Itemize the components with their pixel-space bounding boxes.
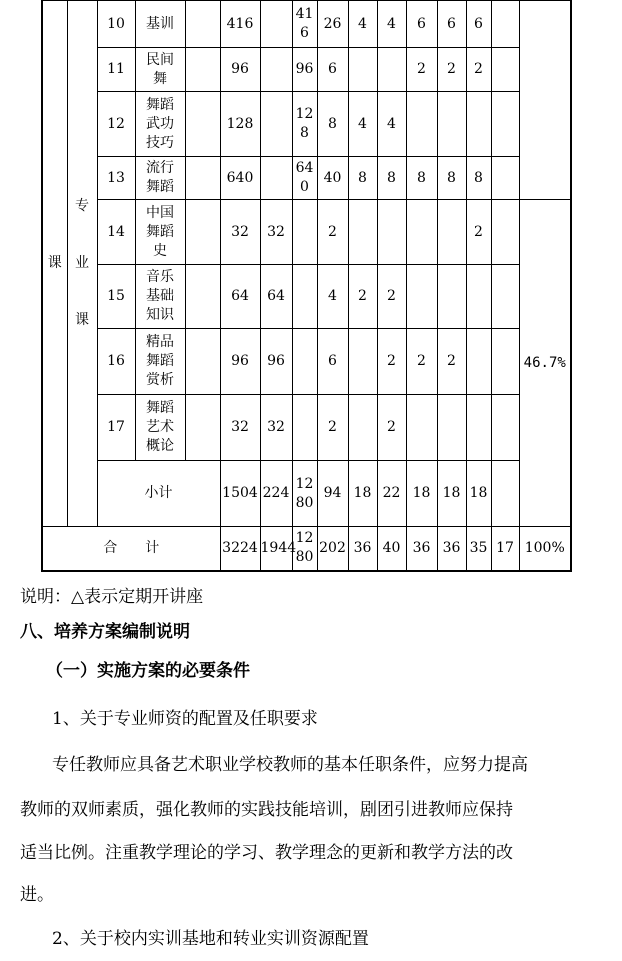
term5-cell <box>466 329 491 395</box>
course-name-line: 赏析 <box>146 372 174 388</box>
table-row <box>42 265 571 329</box>
term1-cell <box>348 200 377 265</box>
term4-cell: 18 <box>437 461 466 527</box>
practice-hours-cell: 1280 <box>292 461 317 527</box>
curriculum-table <box>41 0 572 572</box>
subsection-heading: （一）实施方案的必要条件 <box>46 661 250 681</box>
term5-cell: 2 <box>466 48 491 92</box>
credits-cell: 26 <box>317 1 348 48</box>
exam-mark-cell <box>185 48 220 92</box>
table-row <box>42 92 571 157</box>
term1-cell: 2 <box>348 265 377 329</box>
exam-mark-cell <box>185 200 220 265</box>
total-hours-cell: 32 <box>220 395 260 461</box>
table-row <box>42 1 571 48</box>
term4-cell <box>437 200 466 265</box>
item-1-heading: 1、关于专业师资的配置及任职要求 <box>52 709 318 729</box>
theory-hours-cell <box>260 157 292 200</box>
term4-cell: 36 <box>437 527 466 571</box>
course-number-cell: 10 <box>97 1 135 48</box>
paragraph-line-4: 进。 <box>20 885 54 905</box>
practice-hours-cell: 1280 <box>292 527 317 571</box>
term1-cell: 18 <box>348 461 377 527</box>
grand-total-row <box>42 527 571 571</box>
term6-cell <box>491 395 519 461</box>
term6-cell <box>491 1 519 48</box>
term4-cell: 6 <box>437 1 466 48</box>
term6-cell <box>491 92 519 157</box>
term6-cell: 17 <box>491 527 519 571</box>
credits-cell: 2 <box>317 200 348 265</box>
grand-ratio-cell: 100% <box>519 527 571 571</box>
table-row <box>42 395 571 461</box>
total-hours-cell: 128 <box>220 92 260 157</box>
course-name-line: 舞蹈 <box>146 400 174 416</box>
course-type-char: 专 <box>75 198 89 214</box>
course-name-line: 武功 <box>146 115 174 132</box>
paragraph-line-2: 教师的双师素质，强化教师的实践技能培训，剧团引进教师应保持 <box>20 800 513 820</box>
credits-cell: 8 <box>317 92 348 157</box>
practice-hours-cell: 416 <box>292 1 317 48</box>
term1-cell <box>348 48 377 92</box>
term4-cell: 2 <box>437 329 466 395</box>
term2-cell: 22 <box>377 461 406 527</box>
term3-cell: 36 <box>406 527 437 571</box>
term6-cell <box>491 200 519 265</box>
course-name-cell <box>135 200 185 265</box>
exam-mark-cell <box>185 1 220 48</box>
course-number-cell: 15 <box>97 265 135 329</box>
term2-cell: 2 <box>377 329 406 395</box>
course-name-line: 史 <box>153 242 167 259</box>
term4-cell: 2 <box>437 48 466 92</box>
course-name-line: 舞蹈 <box>146 353 174 369</box>
course-number-cell: 16 <box>97 329 135 395</box>
theory-hours-cell: 32 <box>260 200 292 265</box>
course-name-line: 技巧 <box>146 134 174 151</box>
total-hours-cell: 96 <box>220 48 260 92</box>
term6-cell <box>491 461 519 527</box>
course-name-cell <box>135 265 185 329</box>
total-hours-cell: 3224 <box>220 527 260 571</box>
term1-cell: 36 <box>348 527 377 571</box>
total-hours-cell: 32 <box>220 200 260 265</box>
table-row <box>42 157 571 200</box>
term3-cell: 8 <box>406 157 437 200</box>
term1-cell: 8 <box>348 157 377 200</box>
paragraph-line-3: 适当比例。注重教学理论的学习、教学理念的更新和教学方法的改 <box>20 843 513 863</box>
practice-hours-cell <box>292 329 317 395</box>
course-type-cell <box>67 1 97 527</box>
course-name-cell <box>135 48 185 92</box>
credits-cell: 2 <box>317 395 348 461</box>
term2-cell: 8 <box>377 157 406 200</box>
course-name-line: 基础 <box>146 288 174 304</box>
practice-hours-cell: 640 <box>292 157 317 200</box>
course-name-line: 知识 <box>146 307 174 323</box>
course-name-line: 舞蹈 <box>146 223 174 240</box>
ratio-cell: 46.7% <box>519 200 571 527</box>
practice-hours-cell <box>292 265 317 329</box>
course-number-cell: 14 <box>97 200 135 265</box>
course-number-cell: 13 <box>97 157 135 200</box>
course-name-line: 精品 <box>146 334 174 350</box>
theory-hours-cell: 64 <box>260 265 292 329</box>
theory-hours-cell: 224 <box>260 461 292 527</box>
table-note: 说明：△表示定期开讲座 <box>20 587 204 607</box>
term1-cell <box>348 329 377 395</box>
course-name-line: 流行 <box>146 160 174 176</box>
practice-hours-cell <box>292 395 317 461</box>
paragraph-line-1: 专任教师应具备艺术职业学校教师的基本任职条件，应努力提高 <box>52 755 528 775</box>
subtotal-label-cell: 小计 <box>97 461 220 527</box>
course-category-cell: 课 <box>42 1 67 527</box>
term3-cell: 18 <box>406 461 437 527</box>
table-row <box>42 200 571 265</box>
credits-cell: 94 <box>317 461 348 527</box>
course-name-cell <box>135 395 185 461</box>
term3-cell <box>406 92 437 157</box>
course-number-cell: 17 <box>97 395 135 461</box>
term5-cell <box>466 265 491 329</box>
course-name-cell <box>135 329 185 395</box>
ratio-blank-cell <box>519 1 571 200</box>
term2-cell: 40 <box>377 527 406 571</box>
term2-cell: 4 <box>377 1 406 48</box>
exam-mark-cell <box>185 157 220 200</box>
theory-hours-cell <box>260 92 292 157</box>
exam-mark-cell <box>185 92 220 157</box>
subtotal-row <box>42 461 571 527</box>
term4-cell <box>437 395 466 461</box>
course-name-line: 中国 <box>146 204 174 221</box>
grand-total-label-cell: 合 计 <box>42 527 220 571</box>
term5-cell <box>466 92 491 157</box>
practice-hours-cell: 128 <box>292 92 317 157</box>
course-name-line: 舞蹈 <box>146 179 174 195</box>
total-hours-cell: 64 <box>220 265 260 329</box>
term5-cell: 18 <box>466 461 491 527</box>
term2-cell: 2 <box>377 395 406 461</box>
total-hours-cell: 1504 <box>220 461 260 527</box>
term6-cell <box>491 157 519 200</box>
credits-cell: 6 <box>317 329 348 395</box>
course-type-char: 业 <box>75 255 89 271</box>
term5-cell: 2 <box>466 200 491 265</box>
section-heading: 八、培养方案编制说明 <box>20 622 190 642</box>
term3-cell: 2 <box>406 48 437 92</box>
term5-cell <box>466 395 491 461</box>
practice-hours-cell: 96 <box>292 48 317 92</box>
theory-hours-cell: 32 <box>260 395 292 461</box>
term4-cell <box>437 92 466 157</box>
course-type-char: 课 <box>75 312 89 328</box>
credits-cell: 40 <box>317 157 348 200</box>
total-hours-cell: 640 <box>220 157 260 200</box>
theory-hours-cell: 96 <box>260 329 292 395</box>
exam-mark-cell <box>185 265 220 329</box>
term3-cell <box>406 265 437 329</box>
credits-cell: 4 <box>317 265 348 329</box>
term4-cell <box>437 265 466 329</box>
term5-cell: 8 <box>466 157 491 200</box>
course-name-line: 舞蹈 <box>146 96 174 113</box>
term4-cell: 8 <box>437 157 466 200</box>
course-name-line: 音乐 <box>146 269 174 285</box>
course-name-line: 舞 <box>153 70 167 87</box>
exam-mark-cell <box>185 395 220 461</box>
course-name-line: 民间 <box>146 51 174 68</box>
term6-cell <box>491 265 519 329</box>
term2-cell <box>377 48 406 92</box>
course-name-cell <box>135 1 185 48</box>
term6-cell <box>491 329 519 395</box>
theory-hours-cell: 1944 <box>260 527 292 571</box>
table-row <box>42 329 571 395</box>
term1-cell <box>348 395 377 461</box>
item-2-heading: 2、关于校内实训基地和转业实训资源配置 <box>52 929 369 949</box>
course-number-cell: 11 <box>97 48 135 92</box>
term3-cell: 6 <box>406 1 437 48</box>
practice-hours-cell <box>292 200 317 265</box>
credits-cell: 202 <box>317 527 348 571</box>
course-name-line: 基训 <box>146 15 174 32</box>
term3-cell <box>406 200 437 265</box>
term1-cell: 4 <box>348 1 377 48</box>
course-number-cell: 12 <box>97 92 135 157</box>
term2-cell <box>377 200 406 265</box>
term3-cell: 2 <box>406 329 437 395</box>
term2-cell: 2 <box>377 265 406 329</box>
term3-cell <box>406 395 437 461</box>
total-hours-cell: 416 <box>220 1 260 48</box>
term5-cell: 6 <box>466 1 491 48</box>
credits-cell: 6 <box>317 48 348 92</box>
total-hours-cell: 96 <box>220 329 260 395</box>
term6-cell <box>491 48 519 92</box>
term2-cell: 4 <box>377 92 406 157</box>
course-name-line: 艺术 <box>146 419 174 435</box>
course-name-line: 概论 <box>146 438 174 454</box>
exam-mark-cell <box>185 329 220 395</box>
theory-hours-cell <box>260 1 292 48</box>
course-name-cell <box>135 157 185 200</box>
term1-cell: 4 <box>348 92 377 157</box>
term5-cell: 35 <box>466 527 491 571</box>
course-name-cell <box>135 92 185 157</box>
table-row <box>42 48 571 92</box>
theory-hours-cell <box>260 48 292 92</box>
